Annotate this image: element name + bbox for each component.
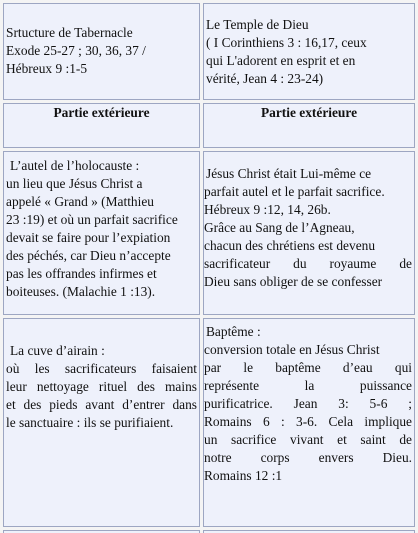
laver-text-line: le sanctuaire : ils se purifiaient. (6, 415, 174, 430)
altar-text-line: un lieu que Jésus Christ a (6, 176, 143, 191)
tabernacle-ref-line: Hébreux 9 :1-5 (6, 61, 88, 76)
temple-ref-line: qui L'adorent en esprit et en (206, 53, 356, 68)
baptism-cell (203, 318, 415, 527)
christ-sacrifice-line: Dieu sans obliger de se confesser (204, 274, 383, 289)
temple-title-cell (203, 3, 415, 100)
laver-heading: La cuve d’airain : (10, 343, 105, 358)
christ-sacrifice-line: parfait autel et le parfait sacrifice. (204, 184, 385, 199)
baptism-text-line: notre corps envers Dieu. (204, 450, 412, 465)
table-row-altar (3, 151, 415, 315)
altar-text-line: pas les offrandes infirmes et (6, 266, 157, 281)
laver-text-line: où les sacrificateurs faisaient (6, 361, 197, 376)
christ-sacrifice-line: Hébreux 9 :12, 14, 26b. (204, 202, 331, 217)
temple-title-line: Le Temple de Dieu (206, 17, 309, 32)
altar-text-line: devait se faire pour l’expiation (6, 230, 171, 245)
christ-sacrifice-line: Jésus Christ était Lui-même ce (206, 166, 372, 181)
altar-text-line: boiteuses. (Malachie 1 :13). (6, 284, 156, 299)
altar-text-line: 23 :19) et où un parfait sacrifice (6, 212, 178, 227)
baptism-text-line: purificatrice. Jean 3: 5-6 ; (204, 396, 412, 411)
column-header-right: Partie extérieure (203, 103, 415, 148)
baptism-text-line: représente la puissance (204, 378, 412, 393)
baptism-text-line: conversion totale en Jésus Christ (204, 342, 380, 357)
column-header-left: Partie extérieure (3, 103, 200, 148)
table-row-title (3, 3, 415, 100)
altar-heading: L’autel de l’holocauste : (10, 158, 140, 173)
table-row-headers (3, 103, 415, 148)
temple-ref-line: ( I Corinthiens 3 : 16,17, ceux (206, 35, 367, 50)
laver-text-line: et des pieds avant d’entrer dans (6, 397, 197, 412)
baptism-heading: Baptême : (206, 324, 261, 339)
laver-cell (3, 318, 200, 527)
tabernacle-ref-line: Exode 25-27 ; 30, 36, 37 / (6, 43, 146, 58)
baptism-text-line: un sacrifice vivant et saint de (204, 432, 412, 447)
baptism-text-line: par le baptême d’eau qui (204, 360, 412, 375)
christ-sacrifice-cell (203, 151, 415, 315)
temple-ref-line: vérité, Jean 4 : 23-24) (206, 71, 324, 86)
baptism-text-line: Romains 12 :1 (204, 468, 283, 483)
laver-text-line: leur nettoyage rituel des mains (6, 379, 197, 394)
baptism-text-line: Romains 6 : 3-6. Cela implique (204, 414, 412, 429)
altar-text-line: des péchés, car Dieu n’accepte (6, 248, 171, 263)
table-row-laver (3, 318, 415, 527)
altar-cell (3, 151, 200, 315)
tabernacle-title-line: Srtucture de Tabernacle (6, 25, 133, 40)
christ-sacrifice-line: sacrificateur du royaume de (204, 256, 412, 271)
christ-sacrifice-line: chacun des chrétiens est devenu (204, 238, 376, 253)
tabernacle-title-cell (3, 3, 200, 100)
altar-text-line: appelé « Grand » (Matthieu (6, 194, 154, 209)
christ-sacrifice-line: Grâce au Sang de l’Agneau, (204, 220, 355, 235)
